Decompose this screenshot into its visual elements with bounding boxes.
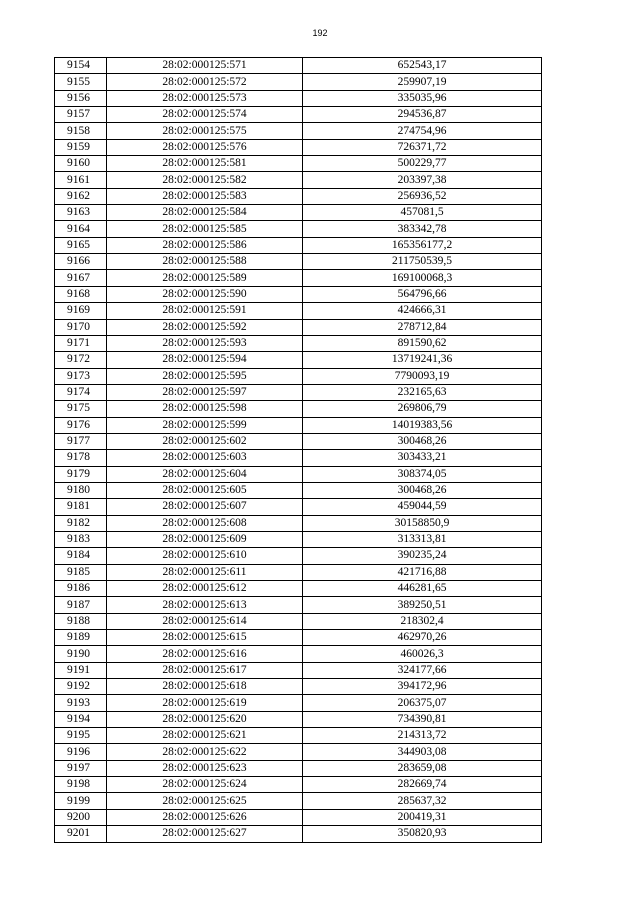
table-row xyxy=(55,433,542,449)
row-number-cell: 9179 xyxy=(55,466,107,482)
cadastral-number-cell: 28:02:000125:627 xyxy=(107,826,303,842)
cadastral-number-cell: 28:02:000125:622 xyxy=(107,744,303,760)
cadastral-number-cell: 28:02:000125:614 xyxy=(107,613,303,629)
table-row xyxy=(55,188,542,204)
cadastral-value-cell: 424666,31 xyxy=(303,303,542,319)
row-number-cell: 9198 xyxy=(55,777,107,793)
cadastral-value-cell: 269806,79 xyxy=(303,401,542,417)
cadastral-value-cell: 300468,26 xyxy=(303,482,542,498)
row-number-cell: 9194 xyxy=(55,711,107,727)
row-number-cell: 9175 xyxy=(55,401,107,417)
cadastral-number-cell: 28:02:000125:581 xyxy=(107,156,303,172)
row-number-cell: 9192 xyxy=(55,679,107,695)
cadastral-number-cell: 28:02:000125:598 xyxy=(107,401,303,417)
cadastral-number-cell: 28:02:000125:597 xyxy=(107,384,303,400)
table-row xyxy=(55,695,542,711)
table-row xyxy=(55,564,542,580)
cadastral-value-cell: 169100068,3 xyxy=(303,270,542,286)
row-number-cell: 9168 xyxy=(55,286,107,302)
cadastral-number-cell: 28:02:000125:611 xyxy=(107,564,303,580)
row-number-cell: 9158 xyxy=(55,123,107,139)
cadastral-value-cell: 285637,32 xyxy=(303,793,542,809)
cadastral-number-cell: 28:02:000125:613 xyxy=(107,597,303,613)
cadastral-number-cell: 28:02:000125:590 xyxy=(107,286,303,302)
table-row xyxy=(55,679,542,695)
cadastral-value-cell: 460026,3 xyxy=(303,646,542,662)
table-row xyxy=(55,107,542,123)
cadastral-value-cell: 446281,65 xyxy=(303,581,542,597)
cadastral-value-cell: 294536,87 xyxy=(303,107,542,123)
cadastral-number-cell: 28:02:000125:593 xyxy=(107,335,303,351)
cadastral-number-cell: 28:02:000125:621 xyxy=(107,728,303,744)
cadastral-number-cell: 28:02:000125:583 xyxy=(107,188,303,204)
table-row xyxy=(55,793,542,809)
table-row xyxy=(55,205,542,221)
row-number-cell: 9156 xyxy=(55,90,107,106)
row-number-cell: 9199 xyxy=(55,793,107,809)
row-number-cell: 9181 xyxy=(55,499,107,515)
table-row xyxy=(55,58,542,74)
cadastral-value-cell: 214313,72 xyxy=(303,728,542,744)
cadastral-value-cell: 283659,08 xyxy=(303,760,542,776)
table-row xyxy=(55,597,542,613)
table-row xyxy=(55,646,542,662)
table-row xyxy=(55,90,542,106)
cadastral-value-cell: 500229,77 xyxy=(303,156,542,172)
cadastral-number-cell: 28:02:000125:584 xyxy=(107,205,303,221)
table-row xyxy=(55,156,542,172)
row-number-cell: 9182 xyxy=(55,515,107,531)
cadastral-value-cell: 383342,78 xyxy=(303,221,542,237)
cadastral-number-cell: 28:02:000125:619 xyxy=(107,695,303,711)
cadastral-value-cell: 200419,31 xyxy=(303,809,542,825)
cadastral-value-cell: 7790093,19 xyxy=(303,368,542,384)
table-row xyxy=(55,368,542,384)
table-row xyxy=(55,777,542,793)
cadastral-value-cell: 564796,66 xyxy=(303,286,542,302)
cadastral-value-cell: 344903,08 xyxy=(303,744,542,760)
cadastral-number-cell: 28:02:000125:618 xyxy=(107,679,303,695)
row-number-cell: 9170 xyxy=(55,319,107,335)
cadastral-number-cell: 28:02:000125:589 xyxy=(107,270,303,286)
row-number-cell: 9185 xyxy=(55,564,107,580)
table-row xyxy=(55,531,542,547)
row-number-cell: 9184 xyxy=(55,548,107,564)
cadastral-number-cell: 28:02:000125:625 xyxy=(107,793,303,809)
row-number-cell: 9180 xyxy=(55,482,107,498)
cadastral-number-cell: 28:02:000125:612 xyxy=(107,581,303,597)
cadastral-value-cell: 350820,93 xyxy=(303,826,542,842)
row-number-cell: 9155 xyxy=(55,74,107,90)
row-number-cell: 9176 xyxy=(55,417,107,433)
cadastral-value-cell: 256936,52 xyxy=(303,188,542,204)
cadastral-number-cell: 28:02:000125:572 xyxy=(107,74,303,90)
row-number-cell: 9163 xyxy=(55,205,107,221)
cadastral-value-cell: 324177,66 xyxy=(303,662,542,678)
cadastral-value-cell: 421716,88 xyxy=(303,564,542,580)
table-row xyxy=(55,809,542,825)
cadastral-number-cell: 28:02:000125:571 xyxy=(107,58,303,74)
cadastral-value-cell: 206375,07 xyxy=(303,695,542,711)
row-number-cell: 9195 xyxy=(55,728,107,744)
table-row xyxy=(55,499,542,515)
table-row xyxy=(55,662,542,678)
cadastral-value-cell: 652543,17 xyxy=(303,58,542,74)
cadastral-value-cell: 165356177,2 xyxy=(303,237,542,253)
cadastral-number-cell: 28:02:000125:602 xyxy=(107,433,303,449)
row-number-cell: 9171 xyxy=(55,335,107,351)
cadastral-value-cell: 282669,74 xyxy=(303,777,542,793)
cadastral-value-cell: 457081,5 xyxy=(303,205,542,221)
cadastral-number-cell: 28:02:000125:623 xyxy=(107,760,303,776)
cadastral-number-cell: 28:02:000125:592 xyxy=(107,319,303,335)
cadastral-value-cell: 259907,19 xyxy=(303,74,542,90)
cadastral-value-cell: 734390,81 xyxy=(303,711,542,727)
table-row xyxy=(55,221,542,237)
row-number-cell: 9190 xyxy=(55,646,107,662)
table-row xyxy=(55,74,542,90)
row-number-cell: 9162 xyxy=(55,188,107,204)
cadastral-number-cell: 28:02:000125:573 xyxy=(107,90,303,106)
row-number-cell: 9174 xyxy=(55,384,107,400)
cadastral-number-cell: 28:02:000125:615 xyxy=(107,630,303,646)
row-number-cell: 9191 xyxy=(55,662,107,678)
cadastral-value-cell: 218302,4 xyxy=(303,613,542,629)
cadastral-number-cell: 28:02:000125:605 xyxy=(107,482,303,498)
row-number-cell: 9173 xyxy=(55,368,107,384)
row-number-cell: 9164 xyxy=(55,221,107,237)
cadastral-value-table xyxy=(54,57,542,843)
table-row xyxy=(55,711,542,727)
cadastral-number-cell: 28:02:000125:603 xyxy=(107,450,303,466)
cadastral-value-cell: 232165,63 xyxy=(303,384,542,400)
cadastral-value-cell: 462970,26 xyxy=(303,630,542,646)
table-row xyxy=(55,401,542,417)
table-row xyxy=(55,826,542,842)
row-number-cell: 9196 xyxy=(55,744,107,760)
cadastral-value-cell: 274754,96 xyxy=(303,123,542,139)
cadastral-value-cell: 211750539,5 xyxy=(303,254,542,270)
table-row xyxy=(55,630,542,646)
row-number-cell: 9157 xyxy=(55,107,107,123)
row-number-cell: 9200 xyxy=(55,809,107,825)
table-row xyxy=(55,450,542,466)
table-row xyxy=(55,335,542,351)
cadastral-value-cell: 390235,24 xyxy=(303,548,542,564)
cadastral-number-cell: 28:02:000125:609 xyxy=(107,531,303,547)
table-row xyxy=(55,123,542,139)
cadastral-number-cell: 28:02:000125:591 xyxy=(107,303,303,319)
row-number-cell: 9167 xyxy=(55,270,107,286)
row-number-cell: 9193 xyxy=(55,695,107,711)
cadastral-number-cell: 28:02:000125:620 xyxy=(107,711,303,727)
row-number-cell: 9188 xyxy=(55,613,107,629)
cadastral-number-cell: 28:02:000125:610 xyxy=(107,548,303,564)
table-row xyxy=(55,319,542,335)
table-row xyxy=(55,482,542,498)
cadastral-value-cell: 13719241,36 xyxy=(303,352,542,368)
cadastral-number-cell: 28:02:000125:586 xyxy=(107,237,303,253)
table-row xyxy=(55,466,542,482)
cadastral-value-cell: 726371,72 xyxy=(303,139,542,155)
cadastral-value-cell: 278712,84 xyxy=(303,319,542,335)
table-row xyxy=(55,270,542,286)
cadastral-number-cell: 28:02:000125:582 xyxy=(107,172,303,188)
table-row xyxy=(55,744,542,760)
cadastral-value-cell: 303433,21 xyxy=(303,450,542,466)
row-number-cell: 9197 xyxy=(55,760,107,776)
row-number-cell: 9160 xyxy=(55,156,107,172)
cadastral-number-cell: 28:02:000125:585 xyxy=(107,221,303,237)
table-row xyxy=(55,515,542,531)
row-number-cell: 9172 xyxy=(55,352,107,368)
cadastral-value-cell: 30158850,9 xyxy=(303,515,542,531)
row-number-cell: 9177 xyxy=(55,433,107,449)
cadastral-value-cell: 394172,96 xyxy=(303,679,542,695)
table-row xyxy=(55,352,542,368)
table-body xyxy=(55,58,542,843)
cadastral-number-cell: 28:02:000125:604 xyxy=(107,466,303,482)
table-row xyxy=(55,581,542,597)
cadastral-number-cell: 28:02:000125:616 xyxy=(107,646,303,662)
cadastral-number-cell: 28:02:000125:575 xyxy=(107,123,303,139)
row-number-cell: 9154 xyxy=(55,58,107,74)
row-number-cell: 9187 xyxy=(55,597,107,613)
cadastral-number-cell: 28:02:000125:576 xyxy=(107,139,303,155)
cadastral-number-cell: 28:02:000125:574 xyxy=(107,107,303,123)
table-row xyxy=(55,172,542,188)
row-number-cell: 9159 xyxy=(55,139,107,155)
table-row xyxy=(55,548,542,564)
table-row xyxy=(55,303,542,319)
table-row xyxy=(55,760,542,776)
cadastral-value-cell: 203397,38 xyxy=(303,172,542,188)
row-number-cell: 9166 xyxy=(55,254,107,270)
cadastral-number-cell: 28:02:000125:624 xyxy=(107,777,303,793)
cadastral-number-cell: 28:02:000125:595 xyxy=(107,368,303,384)
table-row xyxy=(55,237,542,253)
cadastral-value-cell: 389250,51 xyxy=(303,597,542,613)
table-row xyxy=(55,417,542,433)
cadastral-number-cell: 28:02:000125:607 xyxy=(107,499,303,515)
cadastral-number-cell: 28:02:000125:608 xyxy=(107,515,303,531)
cadastral-value-cell: 335035,96 xyxy=(303,90,542,106)
row-number-cell: 9165 xyxy=(55,237,107,253)
row-number-cell: 9186 xyxy=(55,581,107,597)
row-number-cell: 9169 xyxy=(55,303,107,319)
row-number-cell: 9178 xyxy=(55,450,107,466)
table-row xyxy=(55,286,542,302)
table-row xyxy=(55,728,542,744)
cadastral-value-cell: 313313,81 xyxy=(303,531,542,547)
row-number-cell: 9183 xyxy=(55,531,107,547)
cadastral-number-cell: 28:02:000125:626 xyxy=(107,809,303,825)
page-number: 192 xyxy=(312,28,328,38)
row-number-cell: 9201 xyxy=(55,826,107,842)
cadastral-number-cell: 28:02:000125:617 xyxy=(107,662,303,678)
table-row xyxy=(55,139,542,155)
row-number-cell: 9189 xyxy=(55,630,107,646)
cadastral-number-cell: 28:02:000125:599 xyxy=(107,417,303,433)
table-row xyxy=(55,254,542,270)
cadastral-value-cell: 459044,59 xyxy=(303,499,542,515)
cadastral-number-cell: 28:02:000125:588 xyxy=(107,254,303,270)
table-row xyxy=(55,384,542,400)
row-number-cell: 9161 xyxy=(55,172,107,188)
cadastral-number-cell: 28:02:000125:594 xyxy=(107,352,303,368)
cadastral-value-cell: 308374,05 xyxy=(303,466,542,482)
table-row xyxy=(55,613,542,629)
cadastral-value-cell: 300468,26 xyxy=(303,433,542,449)
cadastral-value-cell: 14019383,56 xyxy=(303,417,542,433)
cadastral-value-cell: 891590,62 xyxy=(303,335,542,351)
